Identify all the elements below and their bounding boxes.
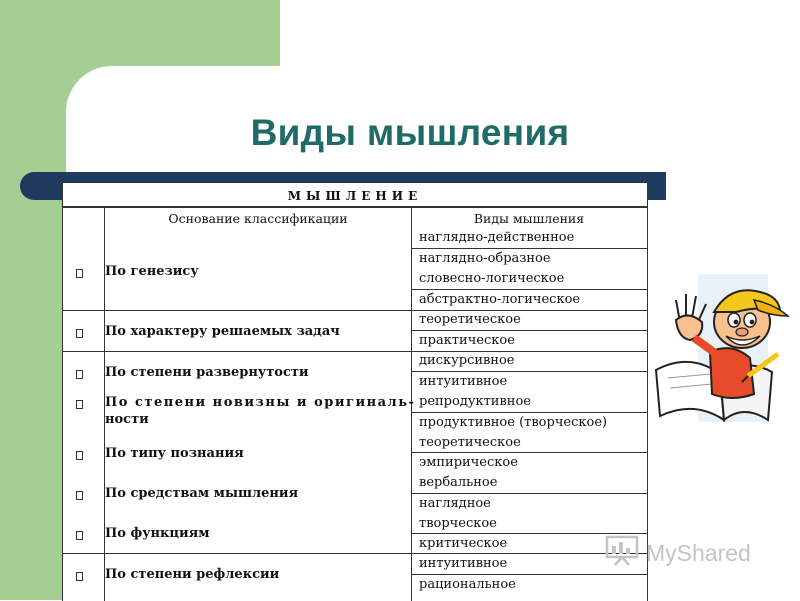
kind-item: наглядно-действенное bbox=[419, 230, 575, 245]
bullet-icon bbox=[76, 329, 83, 338]
thinking-types-table bbox=[62, 182, 648, 601]
basis-means: По средствам мышления bbox=[105, 486, 299, 501]
basis-novelty: По степени новизны и оригиналь- bbox=[105, 395, 416, 410]
kind-item: критическое bbox=[419, 536, 508, 551]
kind-item: словесно-логическое bbox=[419, 271, 565, 286]
column-header-basis: Основание классификации bbox=[168, 211, 348, 226]
kind-item: репродуктивное bbox=[419, 394, 531, 409]
kind-item: наглядное bbox=[419, 496, 491, 511]
kind-item: дискурсивное bbox=[419, 353, 515, 368]
bullet-icon bbox=[76, 269, 83, 278]
basis-novelty-continued: ности bbox=[105, 412, 149, 427]
basis-reflection: По степени рефлексии bbox=[105, 567, 280, 582]
column-header-kinds: Виды мышления bbox=[473, 211, 585, 226]
group-separator bbox=[63, 553, 411, 554]
table-header-title: МЫШЛЕНИЕ bbox=[63, 187, 647, 207]
slide-title: Виды мышления bbox=[250, 112, 570, 153]
bullet-icon bbox=[76, 491, 83, 500]
header-row-rule bbox=[63, 207, 647, 208]
cartoon-boy-with-book-icon bbox=[650, 270, 790, 430]
kind-item: вербальное bbox=[419, 475, 498, 490]
kind-item: теоретическое bbox=[419, 435, 521, 450]
bullet-icon bbox=[76, 531, 83, 540]
watermark bbox=[604, 535, 794, 571]
basis-task-character: По характеру решаемых задач bbox=[105, 324, 340, 339]
kind-item: творческое bbox=[419, 516, 497, 531]
presentation-board-icon bbox=[604, 534, 640, 572]
kind-item: интуитивное bbox=[419, 374, 508, 389]
kind-item: рациональное bbox=[419, 577, 516, 592]
basis-cognition-type: По типу познания bbox=[105, 446, 244, 461]
kind-item: абстрактно-логическое bbox=[419, 292, 581, 307]
bullet-icon bbox=[76, 451, 83, 460]
bullet-icon bbox=[76, 370, 83, 379]
kind-item: теоретическое bbox=[419, 312, 521, 327]
kind-item: эмпирическое bbox=[419, 455, 518, 470]
group-separator bbox=[63, 351, 411, 352]
kind-item: наглядно-образное bbox=[419, 251, 551, 266]
bullet-icon bbox=[76, 572, 83, 581]
kind-item: практическое bbox=[419, 333, 515, 348]
group-separator bbox=[63, 310, 411, 311]
bullet-icon bbox=[76, 400, 83, 409]
basis-functions: По функциям bbox=[105, 526, 210, 541]
kind-item: интуитивное bbox=[419, 556, 508, 571]
basis-elaboration: По степени развернутости bbox=[105, 365, 309, 380]
kind-item: продуктивное (творческое) bbox=[419, 415, 608, 430]
watermark-text: MyShared bbox=[646, 539, 751, 566]
basis-genesis: По генезису bbox=[105, 264, 199, 279]
